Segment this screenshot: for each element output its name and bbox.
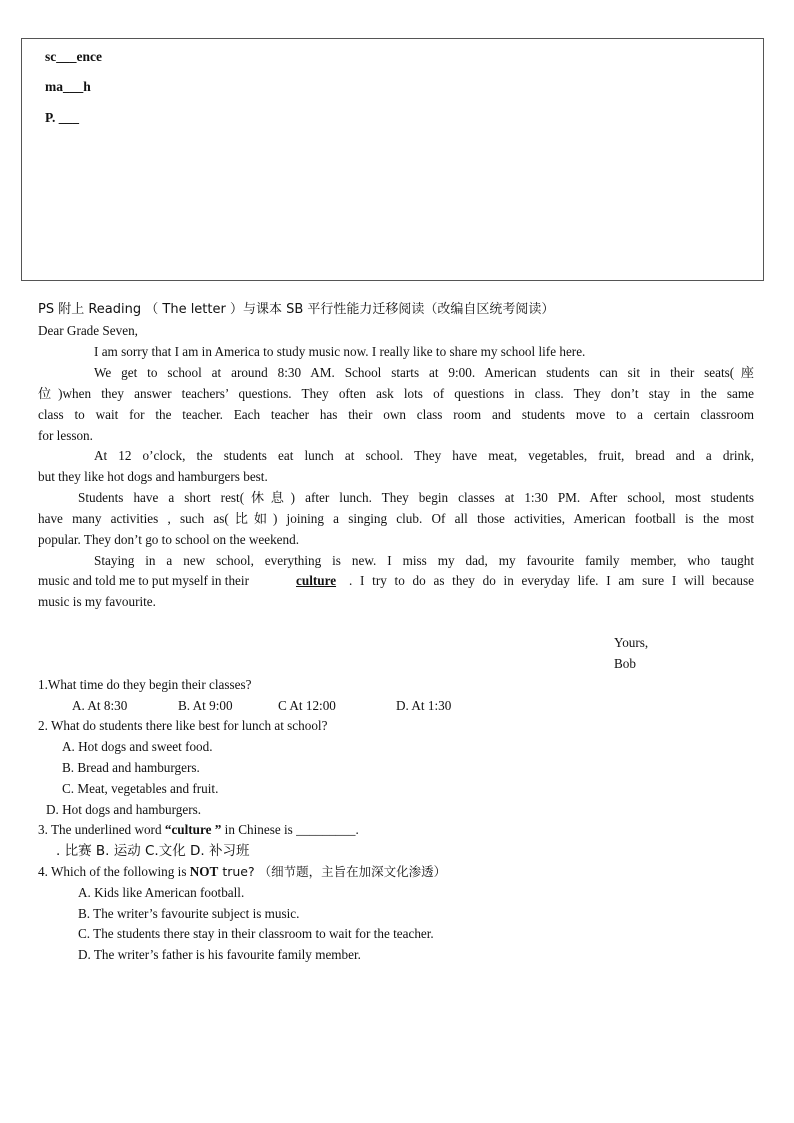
q1-option-d: D. At 1:30 (396, 698, 452, 713)
q4-option-c: C. The students there stay in their classroom to wait for the teacher. (78, 926, 434, 941)
letter-line-2: We get to school at around 8:30 AM. School starts at 9:00. American students can sit in their seats(座 (94, 365, 754, 380)
letter-line-4: class to wait for the teacher. Each teacher has their own class room and students move to a certain classroom (38, 407, 754, 422)
letter-line-12-start: music and told me to put myself in their (38, 573, 249, 588)
question-3-pre: 3. The underlined word (38, 822, 165, 837)
answer-box (21, 38, 764, 281)
q2-option-c: C. Meat, vegetables and fruit. (62, 781, 219, 796)
reading-heading: PS 附上 Reading （ The letter ）与课本 SB 平行性能力迁移阅读（改编自区统考阅读） (38, 302, 555, 317)
question-4-post: true? （细节题，主旨在加深文化渗透） (218, 864, 447, 879)
question-3 (38, 822, 359, 838)
blank-word-p: P. ___ (45, 110, 80, 125)
q1-option-b: B. At 9:00 (178, 698, 233, 713)
letter-line-1: I am sorry that I am in America to study music now. I really like to share my school life here. (94, 344, 586, 359)
letter-line-12-end: . I try to do as they do in everyday life. I am sure I will because (349, 573, 754, 588)
q2-option-d: D. Hot dogs and hamburgers. (46, 802, 202, 817)
letter-line-9: have many activities , such as(比如) joining a singing club. Of all those activities, American football is the most (38, 511, 754, 526)
blank-word-math: ma___h (45, 79, 91, 94)
q1-option-a: A. At 8:30 (72, 698, 128, 713)
question-1: 1.What time do they begin their classes? (38, 677, 252, 692)
underlined-word-culture: culture (296, 573, 337, 588)
q3-options: . 比赛 B. 运动 C.文化 D. 补习班 (56, 843, 250, 859)
letter-line-3: 位)when they answer teachers’ questions. They often ask lots of questions in class. They don’t stay in the same (38, 386, 754, 401)
letter-line-6: At 12 o’clock, the students eat lunch at school. They have meat, vegetables, fruit, bread and a drink, (94, 448, 754, 463)
q1-option-c: C At 12:00 (278, 698, 336, 713)
question-3-word: “culture ” (164, 822, 222, 837)
q2-option-b: B. Bread and hamburgers. (62, 760, 200, 775)
question-4 (38, 864, 446, 880)
question-3-post: in Chinese is _________. (221, 822, 359, 837)
letter-line-7: but they like hot dogs and hamburgers best. (38, 469, 268, 484)
blank-word-science: sc___ence (45, 49, 102, 64)
q4-option-b: B. The writer’s favourite subject is music. (78, 906, 300, 921)
q4-option-d: D. The writer’s father is his favourite family member. (78, 947, 361, 962)
letter-line-13: music is my favourite. (38, 594, 156, 609)
letter-line-5: for lesson. (38, 428, 93, 443)
question-4-not: NOT (189, 864, 219, 879)
letter-signature: Bob (614, 656, 636, 671)
letter-salutation: Dear Grade Seven, (38, 323, 138, 338)
question-4-pre: 4. Which of the following is (38, 864, 190, 879)
letter-line-8: Students have a short rest(休息) after lunch. They begin classes at 1:30 PM. After school, most students (78, 490, 754, 505)
q4-option-a: A. Kids like American football. (78, 885, 245, 900)
q2-option-a: A. Hot dogs and sweet food. (62, 739, 213, 754)
letter-line-10: popular. They don’t go to school on the weekend. (38, 532, 300, 547)
letter-line-11: Staying in a new school, everything is new. I miss my dad, my favourite family member, who taught (94, 553, 754, 568)
question-2: 2. What do students there like best for lunch at school? (38, 718, 328, 733)
letter-closing: Yours, (614, 635, 649, 650)
